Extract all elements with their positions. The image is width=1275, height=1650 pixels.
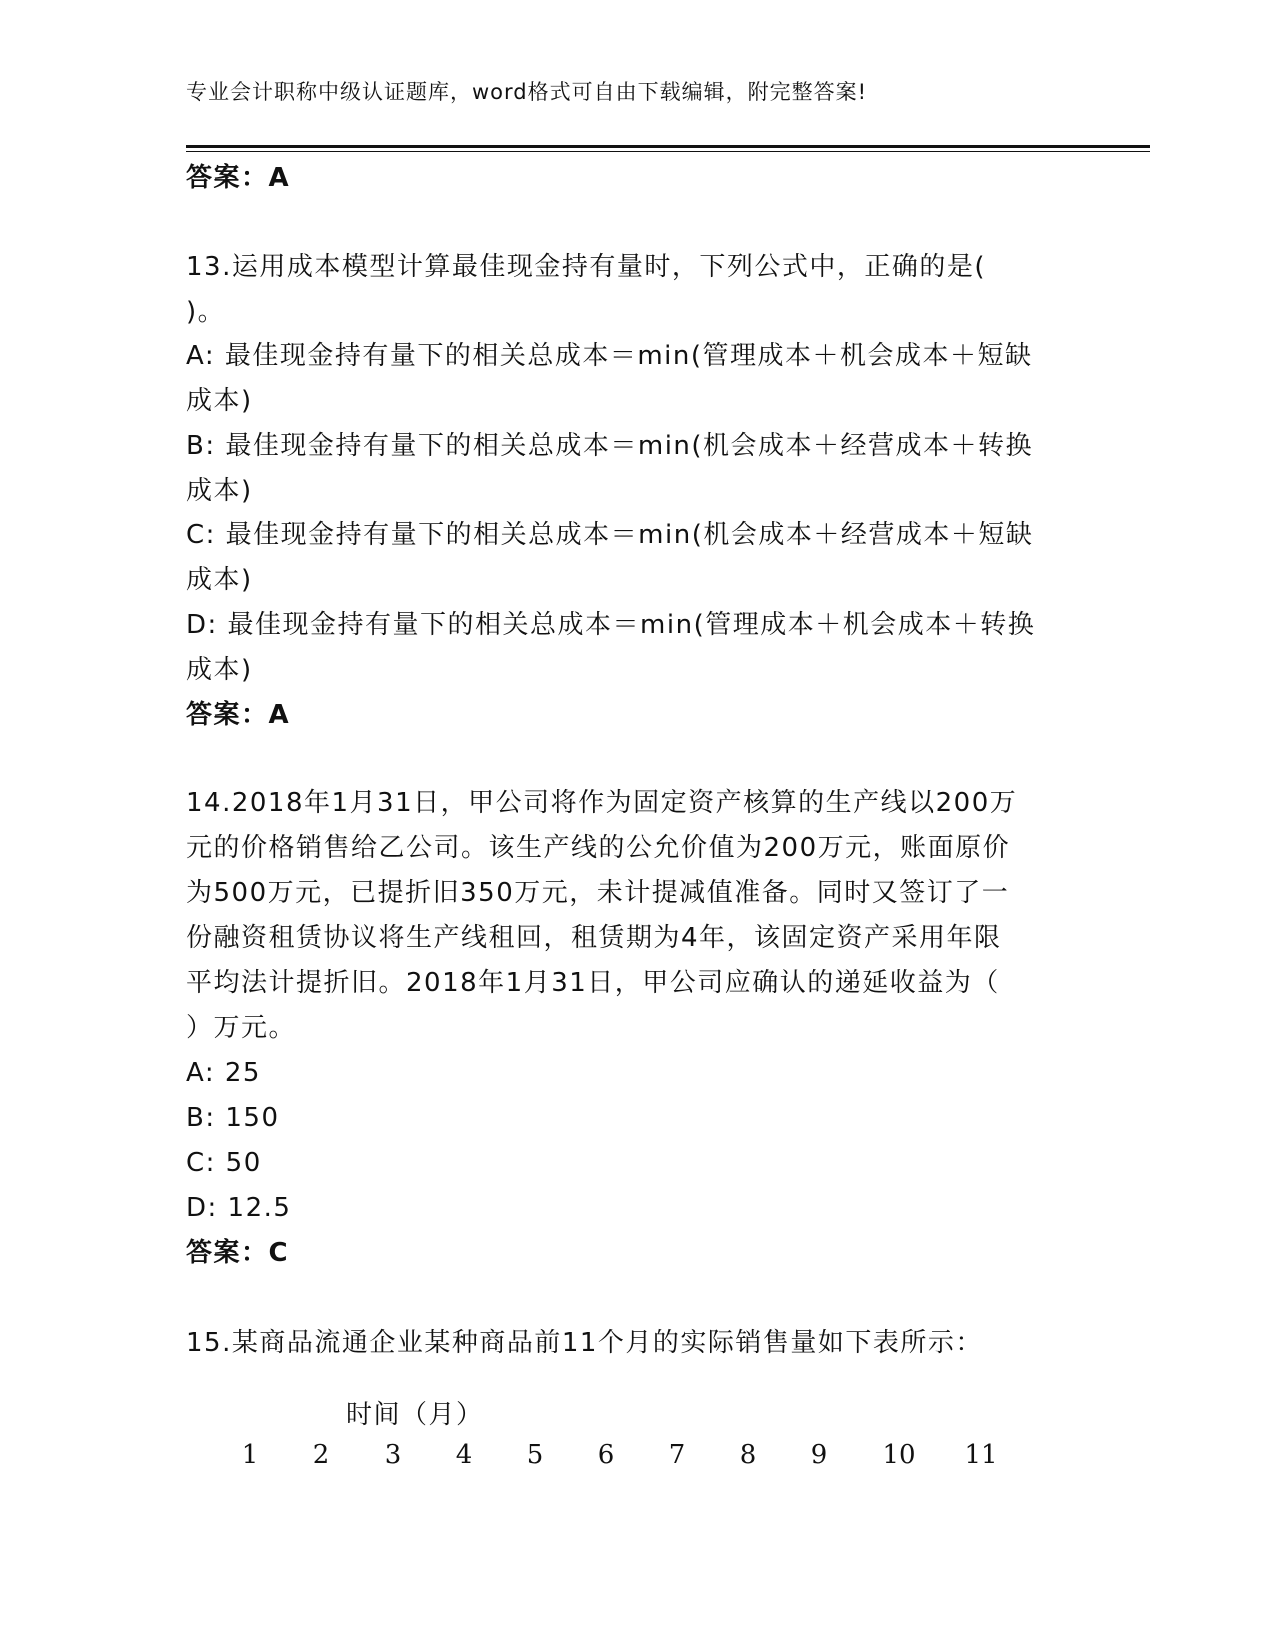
text-line: )。 bbox=[186, 297, 226, 327]
table-row-months bbox=[225, 1440, 1025, 1470]
table-cell-month: 6 bbox=[597, 1440, 615, 1470]
text-line: 13.运用成本模型计算最佳现金持有量时，下列公式中，正确的是( bbox=[186, 252, 986, 282]
table-cell-month: 1 bbox=[241, 1440, 259, 1470]
text-line: A: 25 bbox=[186, 1058, 261, 1088]
table-cell-month: 5 bbox=[526, 1440, 544, 1470]
header-rule-thick bbox=[186, 145, 1150, 148]
text-line: B: 150 bbox=[186, 1103, 280, 1133]
text-line: 为500万元，已提折旧350万元，未计提减值准备。同时又签订了一 bbox=[186, 878, 1010, 908]
text-line: 14.2018年1月31日，甲公司将作为固定资产核算的生产线以200万 bbox=[186, 788, 1018, 818]
text-line: ）万元。 bbox=[186, 1013, 297, 1043]
text-line: 份融资租赁协议将生产线租回，租赁期为4年，该固定资产采用年限 bbox=[186, 923, 1002, 953]
answer-line: 答案：A bbox=[186, 700, 291, 730]
text-line: 平均法计提折旧。2018年1月31日，甲公司应确认的递延收益为（ bbox=[186, 968, 1000, 998]
page-header: 专业会计职称中级认证题库，word格式可自由下载编辑，附完整答案! bbox=[186, 80, 868, 104]
text-line: 成本) bbox=[186, 565, 253, 595]
text-line: 成本) bbox=[186, 386, 253, 416]
text-line: D: 12.5 bbox=[186, 1193, 292, 1223]
table-header: 时间（月） bbox=[346, 1400, 484, 1430]
text-line: C: 50 bbox=[186, 1148, 262, 1178]
text-line: 成本) bbox=[186, 476, 253, 506]
text-line: D: 最佳现金持有量下的相关总成本＝min(管理成本＋机会成本＋转换 bbox=[186, 610, 1036, 640]
text-line: 15.某商品流通企业某种商品前11个月的实际销售量如下表所示： bbox=[186, 1328, 983, 1358]
answer-line: 答案：C bbox=[186, 1238, 290, 1268]
text-line: B: 最佳现金持有量下的相关总成本＝min(机会成本＋经营成本＋转换 bbox=[186, 431, 1034, 461]
table-cell-month: 11 bbox=[964, 1440, 998, 1470]
table-cell-month: 9 bbox=[810, 1440, 828, 1470]
text-line: C: 最佳现金持有量下的相关总成本＝min(机会成本＋经营成本＋短缺 bbox=[186, 520, 1034, 550]
text-line: 成本) bbox=[186, 655, 253, 685]
text-line: A: 最佳现金持有量下的相关总成本＝min(管理成本＋机会成本＋短缺 bbox=[186, 341, 1033, 371]
table-cell-month: 2 bbox=[312, 1440, 330, 1470]
table-cell-month: 4 bbox=[455, 1440, 473, 1470]
text-line: 元的价格销售给乙公司。该生产线的公允价值为200万元，账面原价 bbox=[186, 833, 1011, 863]
table-cell-month: 10 bbox=[882, 1440, 916, 1470]
header-rule-thin bbox=[186, 151, 1150, 152]
table-cell-month: 8 bbox=[739, 1440, 757, 1470]
table-cell-month: 3 bbox=[384, 1440, 402, 1470]
table-cell-month: 7 bbox=[668, 1440, 686, 1470]
answer-line: 答案：A bbox=[186, 163, 291, 193]
